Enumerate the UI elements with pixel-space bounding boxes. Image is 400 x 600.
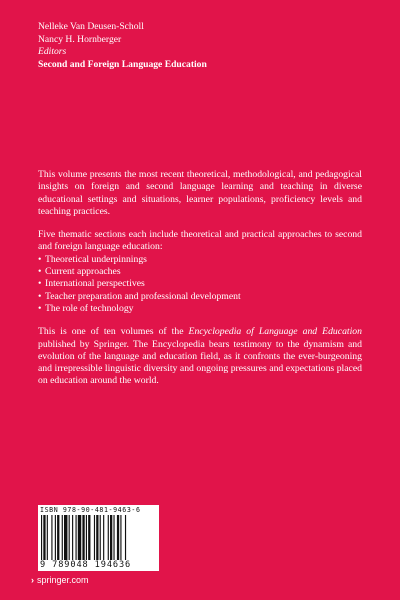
barcode-bar xyxy=(51,515,52,560)
barcode-bar xyxy=(88,515,90,560)
list-item-label: Teacher preparation and professional development xyxy=(45,290,241,302)
bullet-icon: • xyxy=(38,253,42,265)
cover-header xyxy=(38,21,207,71)
encyclopedia-title: Encyclopedia of Language and Education xyxy=(188,326,362,338)
barcode-bar xyxy=(41,515,42,560)
barcode-bar xyxy=(120,515,121,560)
barcode-bar xyxy=(94,515,95,560)
list-item xyxy=(38,266,362,278)
bullet-icon: • xyxy=(38,290,42,302)
editor-name-1: Nelleke Van Deusen-Scholl xyxy=(38,21,144,32)
isbn-label: ISBN 978-90-481-9463-6 xyxy=(40,506,141,514)
barcode-bar xyxy=(55,515,56,560)
isbn-barcode xyxy=(38,505,159,571)
list-item-label: Current approaches xyxy=(45,266,121,278)
list-item-label: Theoretical underpinnings xyxy=(45,253,147,265)
barcode-bar xyxy=(117,515,119,560)
barcode-bar xyxy=(100,515,101,560)
thematic-sections-list xyxy=(38,254,362,315)
publisher-logo xyxy=(31,575,89,585)
paragraph-3-end: published by Springer. The Encyclopedia bears testimony to the dynamism and evolution of the language and education field, as it confronts the ever-burgeoning and irrepressible linguistic diversity and ongoing pressures and expectations placed on education around the world. xyxy=(38,338,362,387)
barcode-bar xyxy=(108,515,109,560)
barcode-bar xyxy=(103,515,104,560)
description-paragraph-3 xyxy=(38,326,362,387)
barcode-bar xyxy=(78,515,81,560)
barcode-bar xyxy=(96,515,98,560)
barcode-bar xyxy=(69,515,70,560)
barcode-bar xyxy=(72,515,73,560)
bullet-icon: • xyxy=(38,278,42,290)
barcode-bar xyxy=(62,515,63,560)
list-item-label: International perspectives xyxy=(45,278,145,290)
chevron-right-icon: › xyxy=(31,575,34,585)
barcode-digits: 9 789048 194636 xyxy=(40,560,132,570)
barcode-bar xyxy=(64,515,67,560)
barcode-bar xyxy=(43,515,45,560)
list-item xyxy=(38,291,362,303)
list-item xyxy=(38,254,362,266)
barcode-bar xyxy=(110,515,112,560)
barcode-bar xyxy=(86,515,87,560)
barcode-bar xyxy=(47,515,48,560)
barcode-bar xyxy=(113,515,114,560)
barcode-bars-icon xyxy=(41,515,156,560)
bullet-icon: • xyxy=(38,266,42,278)
editor-name-2: Nancy H. Hornberger xyxy=(38,33,122,45)
description-paragraph-1: This volume presents the most recent theoretical, methodological, and pedagogical insights on foreign and second language learning and teaching in diverse educational settings and situations, learner populations, proficiency levels and teaching practices. xyxy=(38,169,362,217)
barcode-bar xyxy=(76,515,77,560)
barcode-bar xyxy=(82,515,84,560)
paragraph-3-start: This is one of ten volumes of the xyxy=(38,326,189,338)
list-item xyxy=(38,303,362,315)
editors-label: Editors xyxy=(38,46,67,57)
description-paragraph-2: Five thematic sections each include theoretical and practical approaches to second and foreign language education: xyxy=(38,229,362,253)
list-item-label: The role of technology xyxy=(45,302,134,314)
barcode-bar xyxy=(57,515,59,560)
back-cover-description xyxy=(38,169,362,388)
book-title: Second and Foreign Language Education xyxy=(38,58,207,70)
publisher-url: springer.com xyxy=(37,575,89,585)
barcode-bar xyxy=(125,515,126,560)
list-item xyxy=(38,278,362,290)
bullet-icon: • xyxy=(38,302,42,314)
